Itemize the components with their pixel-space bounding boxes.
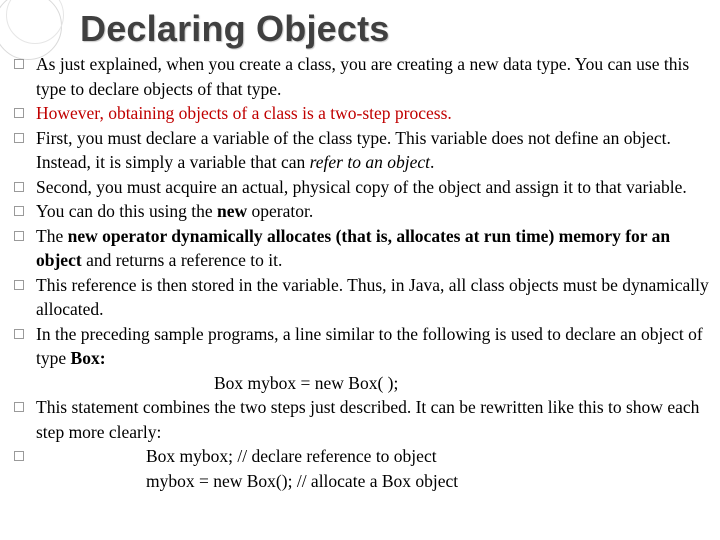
bullet-text: This reference is then stored in the variable. Thus, in Java, all class objects must be dynamically allocated. [36, 274, 709, 319]
bullet-text: First, you must declare a variable of the class type. This variable does not define an object. Instead, it is simply a variable that can [36, 127, 671, 172]
bullet-item [14, 52, 714, 101]
bullet-italic-text: refer to an object [309, 152, 430, 172]
slide-title: Declaring Objects [80, 8, 390, 49]
bullet-item [14, 395, 714, 444]
bullet-text: The [36, 225, 68, 246]
square-bullet-icon [14, 402, 24, 412]
code-line: Box mybox = new Box( ); [214, 372, 399, 393]
bullet-item [14, 101, 714, 126]
bullet-item [14, 175, 714, 200]
square-bullet-icon [14, 329, 24, 339]
square-bullet-icon [14, 182, 24, 192]
bullet-bold-text: new [217, 201, 248, 221]
bullet-item [14, 322, 714, 371]
bullet-item [14, 199, 714, 224]
square-bullet-icon [14, 59, 24, 69]
bullet-item [14, 273, 714, 322]
code-line: Box mybox; // declare reference to object [146, 446, 437, 466]
square-bullet-icon [14, 133, 24, 143]
square-bullet-icon [14, 280, 24, 290]
bullet-text: In the preceding sample programs, a line similar to the following is used to declare an object of type [36, 323, 703, 368]
bullet-bold-text: new operator dynamically allocates (that is, allocates at run time) memory for an object [36, 225, 671, 270]
square-bullet-icon [14, 108, 24, 118]
bullet-text: As just explained, when you create a class, you are creating a new data type. You can use this type to declare objects of that type. [36, 54, 690, 99]
bullet-text: operator. [247, 201, 314, 221]
bullet-text: Second, you must acquire an actual, physical copy of the object and assign it to that variable. [36, 176, 687, 197]
bullet-text: and returns a reference to it. [81, 250, 283, 270]
code-line: mybox = new Box(); // allocate a Box object [146, 470, 459, 491]
square-bullet-icon [14, 451, 24, 461]
bullet-item [14, 126, 714, 175]
square-bullet-icon [14, 206, 24, 216]
bullet-text: However, obtaining objects of a class is a two-step process. [36, 103, 452, 123]
code-block [14, 444, 714, 493]
bullet-text: This statement combines the two steps just described. It can be rewritten like this to show each step more clearly: [36, 397, 700, 442]
bullet-text: You can do this using the [36, 201, 218, 221]
bullet-list [14, 52, 714, 493]
bullet-item [14, 224, 714, 273]
square-bullet-icon [14, 231, 24, 241]
bullet-bold-text: Box: [70, 348, 106, 368]
bullet-text: . [429, 152, 435, 172]
